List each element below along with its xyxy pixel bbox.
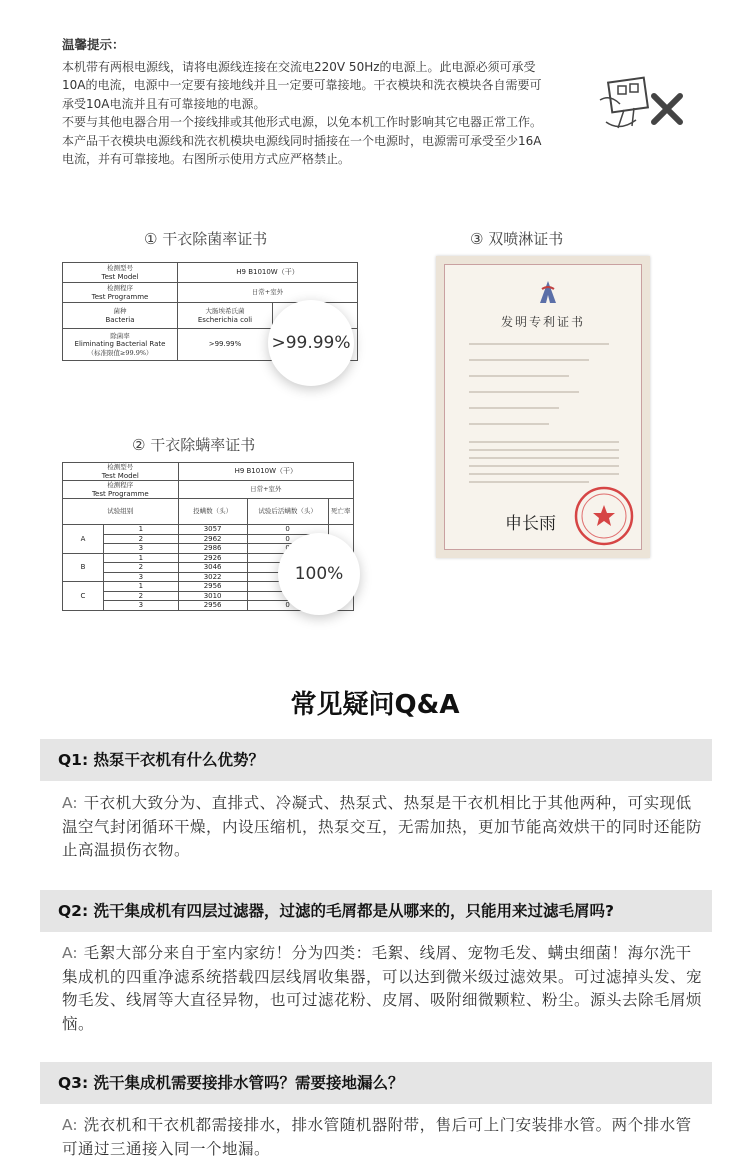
qa-heading: 常见疑问Q&A <box>290 690 460 720</box>
cell-label-en: Test Programme <box>91 292 149 301</box>
cell: 0 <box>247 525 328 535</box>
question-bar-q1: Q1: 热泵干衣机有什么优势？ <box>40 739 712 781</box>
cell: 2 <box>104 591 179 601</box>
notice-line: 电流，并有可靠接地。右图所示使用方式应严格禁止。 <box>62 152 351 166</box>
forbidden-power-strip-icon <box>596 70 688 140</box>
col-header-survive: 试验后活螨数（头） <box>247 499 328 525</box>
answer-prefix: A: <box>62 794 78 812</box>
cell-value: 日常+室外 <box>178 481 353 499</box>
patent-title: 发明专利证书 <box>500 315 585 329</box>
cell-label-cn: 检测型号 <box>107 463 134 471</box>
cell-value: >99.99% <box>178 329 273 361</box>
notice-line: 本机带有两根电源线，请将电源线连接在交流电220V 50Hz的电源上。此电源必须可承受 <box>62 59 536 74</box>
cell-note: （标准限值≥99.9%） <box>87 348 153 357</box>
cell: 3 <box>104 601 179 611</box>
notice-line: 承受10A电流并且有可靠接地的电源。 <box>62 96 266 111</box>
group-label: A <box>63 525 104 554</box>
cell-label-en: Eliminating Bacterial Rate <box>74 340 166 349</box>
cell: 2962 <box>178 534 247 544</box>
bacteria-rate-bubble: >99.99% <box>268 300 354 386</box>
cert2-title: ② 干衣除螨率证书 <box>132 436 256 454</box>
cell: 3022 <box>178 572 247 582</box>
patent-emblem-icon <box>537 279 559 305</box>
cell-label-cn: 检测程序 <box>107 481 134 489</box>
notice-line: 10A的电流，电源中一定要有接地线并且一定要可靠接地。干衣模块和洗衣模块各自需要可 <box>62 78 542 92</box>
cell: 2 <box>104 563 179 573</box>
notice-line: 不要与其他电器合用一个接线排或其他形式电源，以免本机工作时影响其它电器正常工作。 <box>62 115 543 129</box>
col-header-death: 死亡率 <box>328 499 353 525</box>
cert3-title: ③ 双喷淋证书 <box>470 230 564 248</box>
group-label: B <box>63 553 104 582</box>
cell: 2956 <box>178 582 247 592</box>
cell: 1 <box>104 525 179 535</box>
col-header-count: 投螨数（头） <box>178 499 247 525</box>
cell-label-cn: 除菌率 <box>110 331 130 340</box>
answer-q3 <box>62 1114 707 1161</box>
cell: 2986 <box>178 544 247 554</box>
cell-label-en: Test Model <box>101 471 139 480</box>
cell-label-en: Test Model <box>101 272 139 281</box>
notice-title: 温馨提示： <box>62 37 125 52</box>
cell-label-en: Test Programme <box>91 489 149 498</box>
answer-prefix: A: <box>62 1116 78 1134</box>
cell: 3 <box>104 544 179 554</box>
cell-value-cn: 大肠埃希氏菌 <box>205 307 245 315</box>
cell-label-cn: 检测程序 <box>107 284 133 292</box>
cell: 3057 <box>178 525 247 535</box>
answer-q1 <box>62 792 707 863</box>
red-seal-icon <box>573 485 635 547</box>
cell: 2 <box>104 534 179 544</box>
patent-signature: 申长雨 <box>505 514 556 534</box>
cell-value: H9 B1010W（干） <box>178 463 353 481</box>
cell-label-cn: 菌种 <box>113 307 127 315</box>
cell: 3046 <box>178 563 247 573</box>
group-label: C <box>63 582 104 611</box>
cell-value: 日常+室外 <box>178 283 358 303</box>
power-notice <box>62 36 592 169</box>
answer-text: 毛絮大部分来自于室内家纺！分为四类：毛絮、线屑、宠物毛发、螨虫细菌！海尔洗干集成机的四重净滤系统搭载四层线屑收集器，可以达到微米级过滤效果。可过滤掉头发、宠物毛发、线屑等大直径异物，也可过滤花粉、皮屑、吸附细微颗粒、粉尘。源头去除毛屑烦恼。 <box>62 944 703 1033</box>
cell: 0 <box>247 534 328 544</box>
cell-label-cn: 检测型号 <box>107 264 133 272</box>
answer-text: 干衣机大致分为、直排式、冷凝式、热泵式、热泵是干衣机相比于其他两种，可实现低温空气封闭循环干燥，内设压缩机，热泵交互，无需加热，更加节能高效烘干的同时还能防止高温损伤衣物。 <box>62 794 703 859</box>
cell: 0 <box>247 601 328 611</box>
cell: 1 <box>104 582 179 592</box>
answer-q2 <box>62 942 707 1036</box>
answer-prefix: A: <box>62 944 78 962</box>
cell: 3 <box>104 572 179 582</box>
cert1-title: ① 干衣除菌率证书 <box>144 230 268 248</box>
cell-label-en: Bacteria <box>105 315 135 324</box>
cell: 2956 <box>178 601 247 611</box>
patent-certificate <box>436 256 650 558</box>
cell-value: H9 B1010W（干） <box>178 263 358 283</box>
cell: 3010 <box>178 591 247 601</box>
cell-value-en: Escherichia coli <box>197 315 253 324</box>
question-bar-q2: Q2: 洗干集成机有四层过滤器，过滤的毛屑都是从哪来的，只能用来过滤毛屑吗? <box>40 890 712 932</box>
question-bar-q3: Q3: 洗干集成机需要接排水管吗？需要接地漏么？ <box>40 1062 712 1104</box>
col-header-group: 试验组别 <box>63 499 179 525</box>
cell: 2926 <box>178 553 247 563</box>
mite-rate-bubble: 100% <box>278 533 360 615</box>
answer-text: 洗衣机和干衣机都需接排水，排水管随机器附带，售后可上门安装排水管。两个排水管可通过三通接入同一个地漏。 <box>62 1116 692 1158</box>
cell: 1 <box>104 553 179 563</box>
notice-line: 本产品干衣模块电源线和洗衣机模块电源线同时插接在一个电源时，电源需可承受至少16A <box>62 133 542 148</box>
